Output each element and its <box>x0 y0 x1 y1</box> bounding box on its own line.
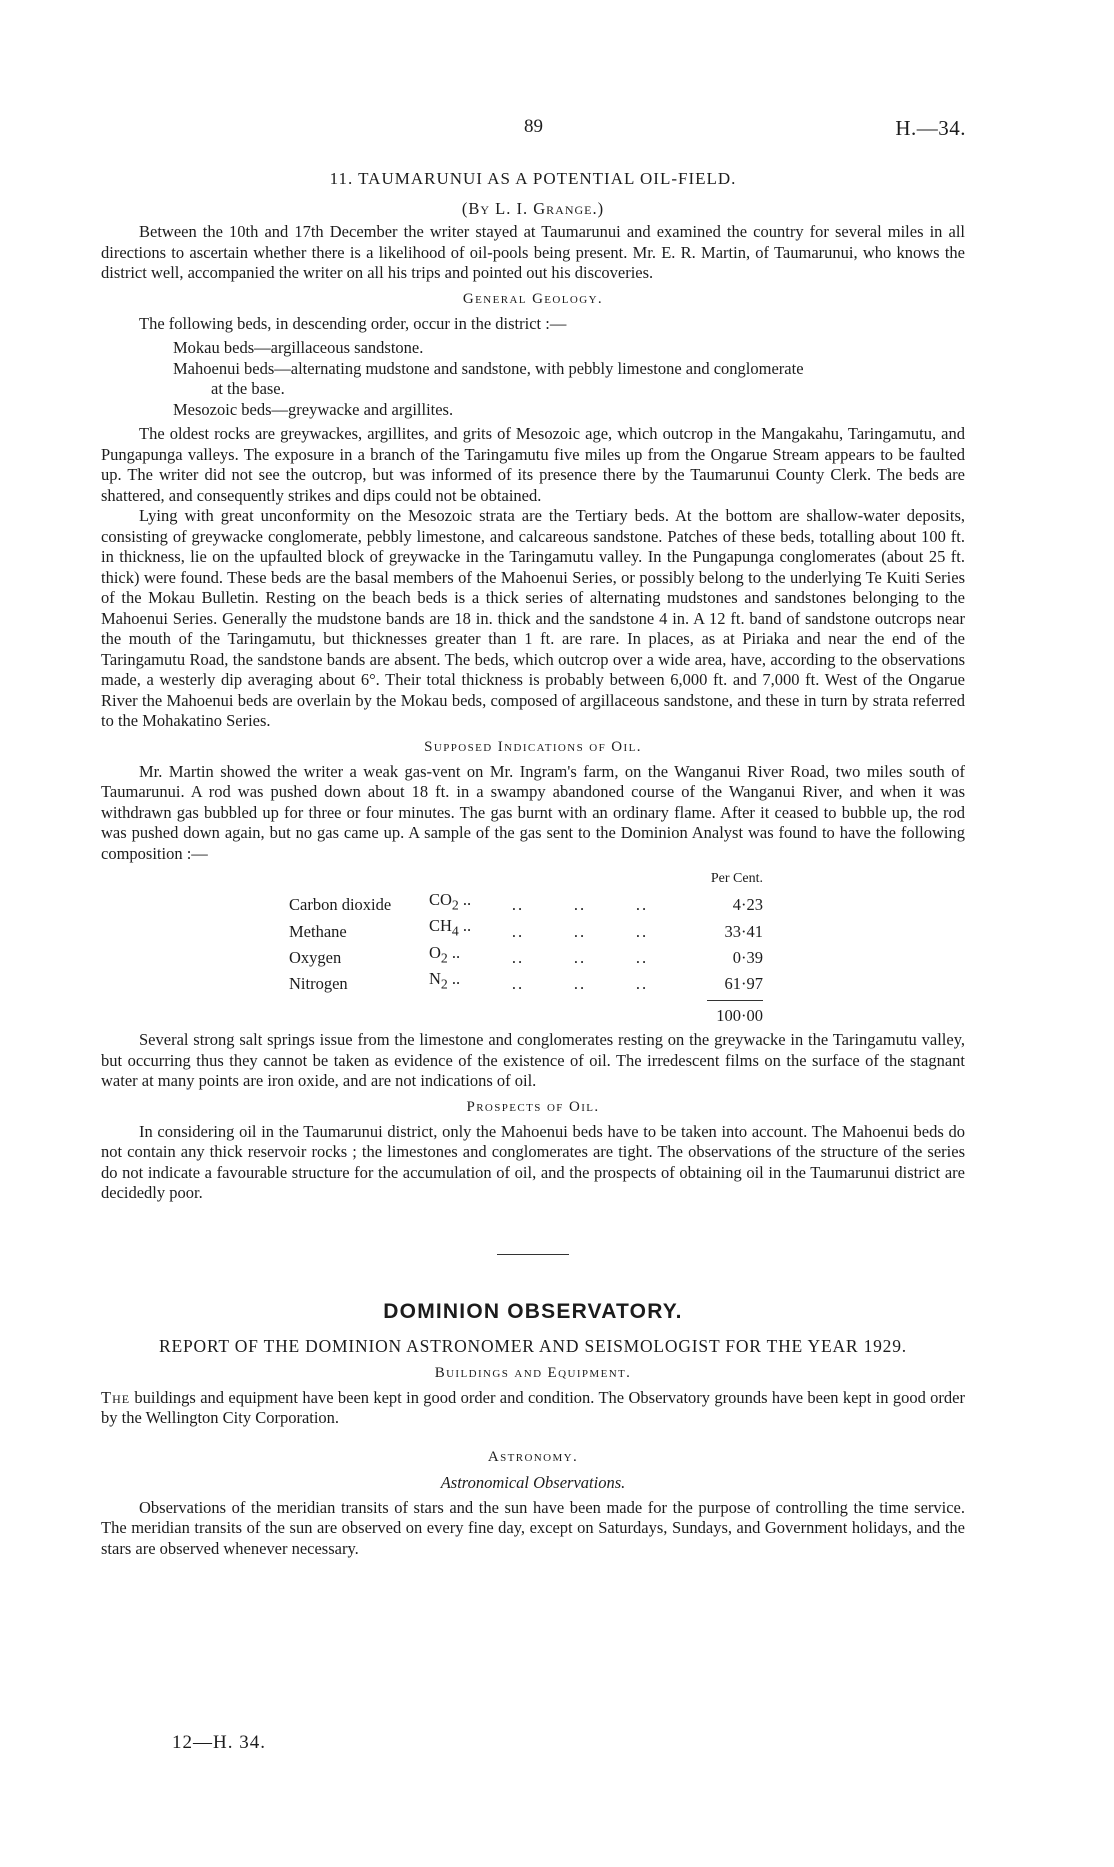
gas-composition-table <box>289 868 763 1026</box>
gas-formula: $N_2$ .. <box>429 968 461 992</box>
bed-line-continuation: at the base. <box>211 379 285 398</box>
table-row <box>289 915 763 941</box>
leader-dots: .. <box>511 947 525 967</box>
table-header-row <box>289 868 763 889</box>
page-content <box>101 160 965 1559</box>
oldest-rocks-paragraph: The oldest rocks are greywackes, argillites, and grits of Mesozoic age, which outcrop in the Mangakahu, Taringamutu, and Pungapunga valleys. The exposure in a branch of the Taringamutu five miles up from the Ongarue Stream appears to be faulted up. The writer did not see the outcrop, but was informed of its presence there by the Taumarunui County Clerk. The beds are shattered, and consequently strikes and dips could not be obtained. <box>101 424 965 505</box>
gas-formula: $CH_4$ .. <box>429 916 472 939</box>
observatory-title: DOMINION OBSERVATORY. <box>383 1299 683 1323</box>
gas-total: 100·00 <box>716 1006 763 1026</box>
total-rule <box>707 1000 763 1001</box>
table-row <box>289 942 763 968</box>
buildings-text: buildings and equipment have been kept in good order and condition. The Observatory grounds have been kept in good order by the Wellington City Corporation. <box>101 1387 965 1428</box>
table-row <box>289 968 763 994</box>
oil-field-section <box>101 168 965 1204</box>
prospects-heading: Prospects of Oil. <box>466 1098 600 1115</box>
page-number: 89 <box>524 116 543 137</box>
supposed-indications-heading: Supposed Indications of Oil. <box>424 738 642 755</box>
gas-name: Nitrogen <box>289 974 348 994</box>
list-item <box>173 338 965 359</box>
leader-dots: .. <box>635 947 649 967</box>
general-geology-heading: General Geology. <box>462 290 604 307</box>
percent-column-header: Per Cent. <box>710 871 763 886</box>
paragraph-lead-word: The <box>101 1387 131 1407</box>
leader-dots: .. <box>635 974 649 994</box>
leader-dots: .. <box>573 947 587 967</box>
bed-line: Mokau beds—argillaceous sandstone. <box>173 338 424 357</box>
list-item <box>173 359 965 400</box>
report-title: REPORT OF THE DOMINION ASTRONOMER AND SEISMOLOGIST FOR THE YEAR 1929. <box>159 1335 907 1356</box>
signature-code: 12—H. 34. <box>172 1732 266 1753</box>
leader-dots: .. <box>573 921 587 941</box>
salt-springs-paragraph: Several strong salt springs issue from the limestone and conglomerates resting on the greywacke in the Taringamutu valley, but occurring thus they cannot be taken as evidence of the existence of oil. The irredescent films on the surface of the stagnant water at many points are iron oxide, and are not indications of oil. <box>101 1030 965 1091</box>
prospects-paragraph: In considering oil in the Taumarunui district, only the Mahoenui beds have to be taken into account. The Mahoenui beds do not contain any thick reservoir rocks ; the limestones and conglomerates are tight. The observations of the structure of the series do not indicate a favourable structure for the accumulation of oil, and the prospects of obtaining oil in the Taumarunui district are decidedly poor. <box>101 1121 965 1203</box>
table-row <box>289 889 763 915</box>
list-item <box>173 400 965 421</box>
page-header <box>0 116 1114 140</box>
bed-line: Mahoenui beds—alternating mudstone and sandstone, with pebbly limestone and conglomerate <box>173 358 804 378</box>
gas-name: Oxygen <box>289 947 342 967</box>
buildings-heading: Buildings and Equipment. <box>434 1364 632 1381</box>
gas-vent-paragraph: Mr. Martin showed the writer a weak gas-vent on Mr. Ingram's farm, on the Wanganui River Road, two miles south of Taumarunui. A rod was pushed down about 18 ft. in a swampy abandoned course of the Wanganui River, and when it was withdrawn gas bubbled up for three or four minutes. The gas burnt with an ordinary flame. After it ceased to bubble up, the rod was pushed down again, but no gas came up. A sample of the gas sent to the Dominion Analyst was found to have the following composition :— <box>101 761 965 863</box>
observatory-section <box>101 1299 965 1560</box>
author-byline: (By L. I. Grange.) <box>461 199 605 218</box>
observations-paragraph: Observations of the meridian transits of stars and the sun have been made for the purpose of controlling the time service. The meridian transits of the sun are observed on every fine day, except on Saturdays, Sundays, and Government holidays, and the stars are observed whenever necessary. <box>101 1497 965 1558</box>
gas-percent: 0·39 <box>732 947 763 967</box>
tertiary-beds-paragraph: Lying with great unconformity on the Mesozoic strata are the Tertiary beds. At the bottom are shallow-water deposits, consisting of greywacke conglomerate, pebbly limestone, and calcareous sandstone. Patches of these beds, totalling about 100 ft. in thickness, lie on the upfaulted block of greywacke in the Taringamutu valley. In the Pungapunga conglomerates (about 25 ft. thick) were found. These beds are the basal members of the Mahoenui Series, or possibly belong to the underlying Te Kuiti Series of the Mokau Bulletin. Resting on the beach beds is a thick series of alternating mudstones and sandstones belonging to the Mahoenui Series. Generally the mudstone bands are 18 in. thick and the sandstone 4 in. A 12 ft. band of sandstone outcrops near the mouth of the Taringamutu, but thicknesses greater than 1 ft. are rare. In places, as at Piriaka and near the end of the Taringamutu Road, the sandstone bands are absent. The beds, which outcrop over a wide area, have, according to the observations made, a westerly dip averaging about 6°. Their total thickness is probably between 6,000 ft. and 7,000 ft. West of the Ongarue River the Mahoenui beds are overlain by the Mokau beds, composed of argillaceous sandstone, and these in turn by strata referred to the Mohakatino Series. <box>101 506 965 730</box>
document-code: H.—34. <box>895 116 966 140</box>
gas-formula: $O_2$ .. <box>429 942 461 965</box>
leader-dots: .. <box>511 921 525 941</box>
beds-list <box>173 338 965 420</box>
beds-intro-paragraph: The following beds, in descending order, occur in the district :— <box>139 313 567 333</box>
gas-percent: 61·97 <box>724 974 763 994</box>
leader-dots: .. <box>635 895 649 915</box>
gas-percent: 33·41 <box>724 921 763 941</box>
gas-formula: $CO_2$ .. <box>429 890 472 913</box>
total-cell <box>673 994 763 1026</box>
astronomical-observations-heading: Astronomical Observations. <box>440 1472 626 1492</box>
table-total-row <box>289 994 763 1026</box>
leader-dots: .. <box>511 895 525 915</box>
leader-dots: .. <box>573 895 587 915</box>
bed-line: Mesozoic beds—greywacke and argillites. <box>173 399 454 419</box>
intro-paragraph: Between the 10th and 17th December the writer stayed at Taumarunui and examined the country for several miles in all directions to ascertain whether there is a likelihood of oil-pools being present. Mr. E. R. Martin, of Taumarunui, who knows the district well, accompanied the writer on all his trips and pointed out his discoveries. <box>101 222 965 282</box>
gas-name: Carbon dioxide <box>289 895 392 915</box>
gas-name: Methane <box>289 921 347 941</box>
section-divider <box>497 1254 569 1255</box>
section-title: 11. TAUMARUNUI AS A POTENTIAL OIL-FIELD. <box>329 169 737 188</box>
leader-dots: .. <box>511 974 525 994</box>
leader-dots: .. <box>635 921 649 941</box>
buildings-paragraph <box>101 1388 965 1429</box>
gas-percent: 4·23 <box>732 895 763 915</box>
astronomy-heading: Astronomy. <box>487 1448 579 1465</box>
leader-dots: .. <box>573 974 587 994</box>
